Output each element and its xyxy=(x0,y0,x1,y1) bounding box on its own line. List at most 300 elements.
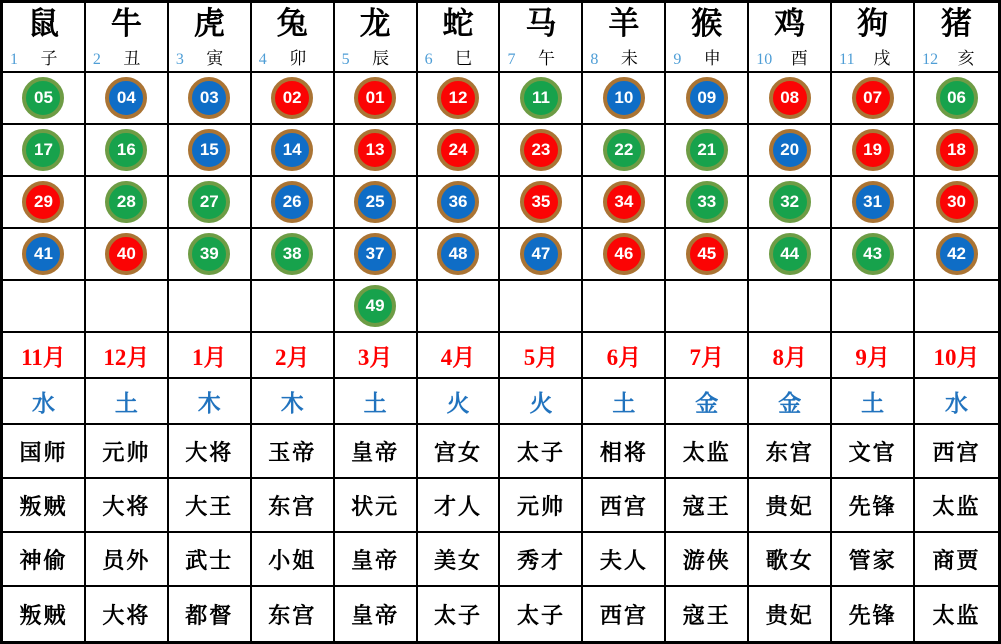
number-ball: 43 xyxy=(852,233,894,275)
title-label: 歌女 xyxy=(765,547,814,573)
title-label: 神偷 xyxy=(19,547,68,573)
title-cell xyxy=(335,425,418,479)
zodiac-animal-label: 兔 xyxy=(276,6,308,41)
title-label: 员外 xyxy=(102,547,151,573)
element-cell xyxy=(749,379,832,425)
number-ball: 29 xyxy=(22,181,64,223)
empty-cell xyxy=(832,281,915,333)
number-ball: 14 xyxy=(271,129,313,171)
zodiac-animal-label: 蛇 xyxy=(442,6,474,41)
title-cell xyxy=(3,587,86,641)
ball-cell xyxy=(666,177,749,229)
zodiac-animal-label: 猴 xyxy=(691,6,723,41)
element-label: 木 xyxy=(197,390,221,416)
title-cell xyxy=(252,479,335,533)
number-ball: 17 xyxy=(22,129,64,171)
month-label: 2月 xyxy=(274,344,310,370)
branch-line xyxy=(915,44,998,69)
branch-order-number: 7 xyxy=(507,50,516,68)
ball-cell xyxy=(169,125,252,177)
ball-cell xyxy=(335,281,418,333)
branch-line xyxy=(86,44,167,69)
number-ball: 41 xyxy=(22,233,64,275)
title-label: 管家 xyxy=(848,547,897,573)
number-ball: 02 xyxy=(271,77,313,119)
title-label: 太监 xyxy=(932,493,981,519)
number-ball: 22 xyxy=(603,129,645,171)
ball-cell xyxy=(418,177,501,229)
title-label: 相将 xyxy=(599,439,648,465)
zodiac-column-header xyxy=(169,3,252,73)
zodiac-column-header xyxy=(832,3,915,73)
zodiac-column-header xyxy=(86,3,169,73)
month-label: 3月 xyxy=(357,344,393,370)
title-label: 皇帝 xyxy=(351,439,400,465)
title-label: 东宫 xyxy=(268,602,317,628)
element-cell xyxy=(500,379,583,425)
title-label: 叛贼 xyxy=(19,493,68,519)
title-label: 寇王 xyxy=(682,493,731,519)
number-ball: 44 xyxy=(769,233,811,275)
empty-cell xyxy=(3,281,86,333)
number-ball: 21 xyxy=(686,129,728,171)
month-cell xyxy=(169,333,252,379)
number-ball: 04 xyxy=(105,77,147,119)
branch-line xyxy=(169,44,250,69)
branch-order-number: 12 xyxy=(922,50,939,68)
element-label: 水 xyxy=(945,390,969,416)
title-cell xyxy=(252,587,335,641)
title-label: 夫人 xyxy=(599,547,648,573)
ball-cell xyxy=(915,177,998,229)
zodiac-animal-label: 鸡 xyxy=(774,6,806,41)
title-cell xyxy=(915,587,998,641)
branch-order-number: 1 xyxy=(10,50,18,68)
ball-cell xyxy=(832,229,915,281)
title-cell xyxy=(583,425,666,479)
ball-cell xyxy=(252,229,335,281)
ball-cell xyxy=(335,177,418,229)
empty-cell xyxy=(666,281,749,333)
element-label: 金 xyxy=(778,390,802,416)
element-label: 土 xyxy=(114,390,138,416)
element-label: 金 xyxy=(695,390,719,416)
title-cell xyxy=(86,479,169,533)
element-label: 土 xyxy=(861,390,885,416)
title-label: 先锋 xyxy=(848,602,897,628)
zodiac-animal-label: 牛 xyxy=(110,6,142,41)
branch-char-label: 亥 xyxy=(957,48,975,68)
branch-char-label: 丑 xyxy=(123,48,141,68)
title-label: 商贾 xyxy=(932,547,981,573)
branch-line xyxy=(666,44,747,69)
number-ball: 11 xyxy=(520,77,562,119)
branch-order-number: 9 xyxy=(673,50,682,68)
number-ball: 01 xyxy=(354,77,396,119)
ball-cell xyxy=(832,125,915,177)
number-ball: 03 xyxy=(188,77,230,119)
branch-line xyxy=(832,44,913,69)
element-label: 木 xyxy=(280,390,304,416)
branch-char-label: 巳 xyxy=(455,48,473,68)
title-cell xyxy=(169,479,252,533)
month-label: 4月 xyxy=(440,344,476,370)
title-label: 美女 xyxy=(434,547,483,573)
ball-cell xyxy=(418,125,501,177)
number-ball: 36 xyxy=(437,181,479,223)
title-label: 东宫 xyxy=(765,439,814,465)
ball-cell xyxy=(3,125,86,177)
number-ball: 07 xyxy=(852,77,894,119)
ball-cell xyxy=(252,73,335,125)
branch-line xyxy=(418,44,499,69)
element-cell xyxy=(335,379,418,425)
element-cell xyxy=(252,379,335,425)
title-cell xyxy=(583,479,666,533)
title-label: 宫女 xyxy=(434,439,483,465)
empty-cell xyxy=(169,281,252,333)
month-cell xyxy=(3,333,86,379)
branch-char-label: 辰 xyxy=(372,48,390,68)
number-ball: 15 xyxy=(188,129,230,171)
month-label: 7月 xyxy=(689,344,725,370)
title-cell xyxy=(252,533,335,587)
title-label: 国师 xyxy=(19,439,68,465)
ball-cell xyxy=(583,125,666,177)
title-label: 皇帝 xyxy=(351,547,400,573)
ball-cell xyxy=(335,229,418,281)
ball-cell xyxy=(666,229,749,281)
zodiac-column-header xyxy=(666,3,749,73)
element-cell xyxy=(86,379,169,425)
ball-cell xyxy=(666,73,749,125)
branch-char-label: 卯 xyxy=(289,48,307,68)
number-ball: 06 xyxy=(936,77,978,119)
title-label: 元帅 xyxy=(102,439,151,465)
title-label: 大将 xyxy=(102,602,151,628)
ball-cell xyxy=(749,73,832,125)
number-ball: 37 xyxy=(354,233,396,275)
zodiac-column-header xyxy=(335,3,418,73)
ball-cell xyxy=(583,73,666,125)
title-cell xyxy=(666,587,749,641)
ball-cell xyxy=(915,73,998,125)
month-cell xyxy=(335,333,418,379)
number-ball: 28 xyxy=(105,181,147,223)
ball-cell xyxy=(169,177,252,229)
ball-cell xyxy=(915,229,998,281)
branch-order-number: 11 xyxy=(839,50,855,68)
title-label: 贵妃 xyxy=(765,493,814,519)
zodiac-column-header xyxy=(500,3,583,73)
ball-cell xyxy=(832,73,915,125)
empty-cell xyxy=(252,281,335,333)
title-label: 寇王 xyxy=(682,602,731,628)
month-label: 10月 xyxy=(933,344,980,370)
month-cell xyxy=(86,333,169,379)
month-cell xyxy=(666,333,749,379)
title-cell xyxy=(749,479,832,533)
title-label: 太子 xyxy=(516,439,565,465)
ball-cell xyxy=(583,229,666,281)
title-cell xyxy=(832,479,915,533)
number-ball: 31 xyxy=(852,181,894,223)
title-label: 西宫 xyxy=(932,439,981,465)
number-ball: 27 xyxy=(188,181,230,223)
number-ball: 18 xyxy=(936,129,978,171)
number-ball: 09 xyxy=(686,77,728,119)
branch-order-number: 2 xyxy=(92,50,101,68)
title-label: 太子 xyxy=(434,602,483,628)
branch-order-number: 4 xyxy=(258,50,267,68)
number-ball: 38 xyxy=(271,233,313,275)
branch-char-label: 申 xyxy=(703,48,721,68)
number-ball: 32 xyxy=(769,181,811,223)
title-label: 贵妃 xyxy=(765,602,814,628)
element-cell xyxy=(418,379,501,425)
title-cell xyxy=(749,425,832,479)
title-label: 太监 xyxy=(682,439,731,465)
zodiac-column-header xyxy=(583,3,666,73)
ball-cell xyxy=(418,73,501,125)
zodiac-animal-label: 猪 xyxy=(941,6,973,41)
zodiac-column-header xyxy=(418,3,501,73)
title-cell xyxy=(86,533,169,587)
month-label: 12月 xyxy=(103,344,150,370)
title-cell xyxy=(418,587,501,641)
ball-cell xyxy=(169,229,252,281)
ball-cell xyxy=(86,177,169,229)
title-label: 叛贼 xyxy=(19,602,68,628)
month-label: 6月 xyxy=(606,344,642,370)
ball-cell xyxy=(169,73,252,125)
number-ball: 08 xyxy=(769,77,811,119)
title-label: 武士 xyxy=(185,547,234,573)
number-ball: 39 xyxy=(188,233,230,275)
title-label: 太子 xyxy=(516,602,565,628)
title-cell xyxy=(583,587,666,641)
ball-cell xyxy=(666,125,749,177)
title-cell xyxy=(335,587,418,641)
number-ball: 13 xyxy=(354,129,396,171)
title-label: 先锋 xyxy=(848,493,897,519)
title-label: 都督 xyxy=(185,602,234,628)
element-cell xyxy=(666,379,749,425)
month-label: 5月 xyxy=(523,344,559,370)
number-ball: 23 xyxy=(520,129,562,171)
title-cell xyxy=(3,479,86,533)
number-ball: 47 xyxy=(520,233,562,275)
zodiac-column-header xyxy=(252,3,335,73)
title-cell xyxy=(252,425,335,479)
number-ball: 42 xyxy=(936,233,978,275)
element-cell xyxy=(169,379,252,425)
ball-cell xyxy=(832,177,915,229)
title-label: 状元 xyxy=(351,493,400,519)
branch-line xyxy=(583,44,664,69)
ball-cell xyxy=(3,177,86,229)
title-cell xyxy=(500,425,583,479)
title-cell xyxy=(86,587,169,641)
title-cell xyxy=(832,425,915,479)
branch-char-label: 戌 xyxy=(873,48,891,68)
element-cell xyxy=(583,379,666,425)
branch-order-number: 10 xyxy=(756,50,773,68)
title-cell xyxy=(666,479,749,533)
zodiac-animal-label: 鼠 xyxy=(27,6,59,41)
title-cell xyxy=(832,533,915,587)
ball-cell xyxy=(335,125,418,177)
title-cell xyxy=(418,479,501,533)
title-cell xyxy=(418,425,501,479)
empty-cell xyxy=(500,281,583,333)
branch-order-number: 5 xyxy=(341,50,350,68)
branch-line xyxy=(500,44,581,69)
zodiac-animal-label: 羊 xyxy=(608,6,640,41)
ball-cell xyxy=(500,229,583,281)
title-label: 大将 xyxy=(102,493,151,519)
ball-cell xyxy=(500,125,583,177)
number-ball: 25 xyxy=(354,181,396,223)
ball-cell xyxy=(86,73,169,125)
branch-order-number: 3 xyxy=(175,50,184,68)
title-label: 东宫 xyxy=(268,493,317,519)
zodiac-column-header xyxy=(749,3,832,73)
number-ball: 33 xyxy=(686,181,728,223)
title-cell xyxy=(500,479,583,533)
number-ball: 19 xyxy=(852,129,894,171)
title-cell xyxy=(832,587,915,641)
month-label: 9月 xyxy=(855,344,890,370)
number-ball: 49 xyxy=(354,285,396,327)
branch-order-number: 8 xyxy=(590,50,599,68)
number-ball: 10 xyxy=(603,77,645,119)
title-cell xyxy=(749,533,832,587)
branch-char-label: 午 xyxy=(537,48,555,68)
zodiac-column-header xyxy=(3,3,86,73)
ball-cell xyxy=(915,125,998,177)
empty-cell xyxy=(915,281,998,333)
title-cell xyxy=(335,533,418,587)
title-cell xyxy=(418,533,501,587)
month-cell xyxy=(418,333,501,379)
element-label: 土 xyxy=(363,390,387,416)
ball-cell xyxy=(3,229,86,281)
element-cell xyxy=(832,379,915,425)
month-label: 11月 xyxy=(21,344,66,370)
branch-char-label: 寅 xyxy=(206,48,224,68)
title-cell xyxy=(3,425,86,479)
title-label: 玉帝 xyxy=(268,439,317,465)
number-ball: 35 xyxy=(520,181,562,223)
zodiac-animal-label: 狗 xyxy=(857,6,889,41)
ball-cell xyxy=(335,73,418,125)
month-cell xyxy=(749,333,832,379)
number-ball: 30 xyxy=(936,181,978,223)
zodiac-animal-label: 龙 xyxy=(359,6,391,41)
title-cell xyxy=(86,425,169,479)
title-label: 大王 xyxy=(185,493,234,519)
branch-line xyxy=(749,44,830,69)
month-cell xyxy=(583,333,666,379)
ball-cell xyxy=(252,177,335,229)
element-label: 火 xyxy=(529,390,553,416)
branch-line xyxy=(252,44,333,69)
title-cell xyxy=(169,533,252,587)
empty-cell xyxy=(749,281,832,333)
branch-char-label: 子 xyxy=(40,48,58,68)
title-cell xyxy=(666,533,749,587)
ball-cell xyxy=(583,177,666,229)
empty-cell xyxy=(418,281,501,333)
month-cell xyxy=(252,333,335,379)
ball-cell xyxy=(749,177,832,229)
title-cell xyxy=(3,533,86,587)
element-label: 火 xyxy=(446,390,470,416)
title-label: 才人 xyxy=(434,493,483,519)
title-label: 元帅 xyxy=(516,493,565,519)
ball-cell xyxy=(86,229,169,281)
title-cell xyxy=(500,533,583,587)
element-label: 水 xyxy=(31,390,55,416)
title-cell xyxy=(169,425,252,479)
title-cell xyxy=(915,479,998,533)
title-cell xyxy=(915,425,998,479)
number-ball: 16 xyxy=(105,129,147,171)
ball-cell xyxy=(500,73,583,125)
number-ball: 34 xyxy=(603,181,645,223)
zodiac-column-header xyxy=(915,3,998,73)
number-ball: 26 xyxy=(271,181,313,223)
ball-cell xyxy=(86,125,169,177)
number-ball: 48 xyxy=(437,233,479,275)
empty-cell xyxy=(583,281,666,333)
month-label: 1月 xyxy=(192,344,227,370)
title-cell xyxy=(749,587,832,641)
zodiac-animal-label: 马 xyxy=(525,6,557,41)
month-cell xyxy=(915,333,998,379)
branch-line xyxy=(3,44,84,69)
ball-cell xyxy=(418,229,501,281)
title-cell xyxy=(500,587,583,641)
ball-cell xyxy=(3,73,86,125)
ball-cell xyxy=(749,125,832,177)
number-ball: 40 xyxy=(105,233,147,275)
element-cell xyxy=(915,379,998,425)
month-cell xyxy=(500,333,583,379)
title-cell xyxy=(666,425,749,479)
branch-line xyxy=(335,44,416,69)
number-ball: 24 xyxy=(437,129,479,171)
element-label: 土 xyxy=(612,390,636,416)
number-ball: 46 xyxy=(603,233,645,275)
ball-cell xyxy=(749,229,832,281)
ball-cell xyxy=(500,177,583,229)
title-label: 太监 xyxy=(932,602,981,628)
number-ball: 45 xyxy=(686,233,728,275)
title-cell xyxy=(169,587,252,641)
empty-cell xyxy=(86,281,169,333)
number-ball: 12 xyxy=(437,77,479,119)
title-cell xyxy=(583,533,666,587)
month-label: 8月 xyxy=(772,344,807,370)
month-cell xyxy=(832,333,915,379)
title-label: 秀才 xyxy=(516,547,565,573)
title-label: 西宫 xyxy=(599,493,648,519)
title-label: 西宫 xyxy=(599,602,648,628)
ball-cell xyxy=(252,125,335,177)
title-label: 大将 xyxy=(185,439,234,465)
